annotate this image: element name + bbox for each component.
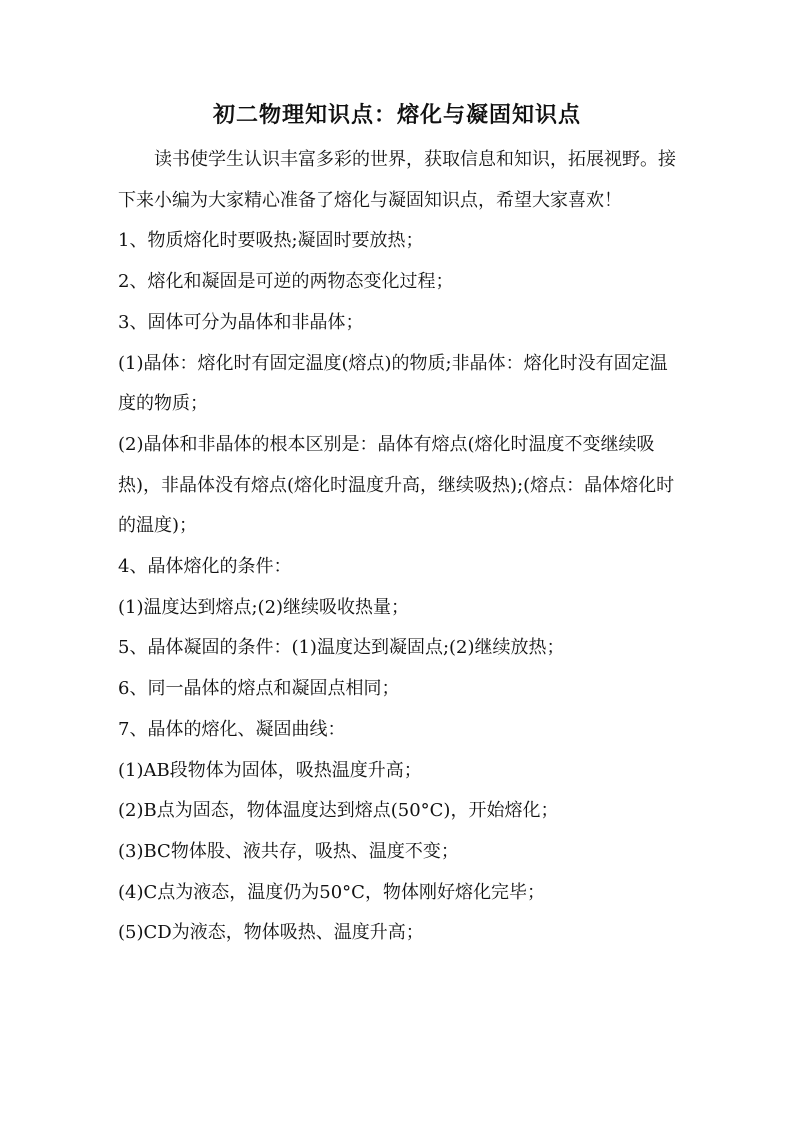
- list-item: 3、固体可分为晶体和非晶体；: [118, 311, 364, 333]
- list-item: (1)AB段物体为固体，吸热温度升高；: [118, 759, 422, 781]
- list-item: (5)CD为液态，物体吸热、温度升高；: [118, 922, 424, 944]
- list-item: 1、物质熔化时要吸热;凝固时要放热；: [118, 230, 424, 252]
- list-item: (1)温度达到熔点;(2)继续吸收热量；: [118, 596, 410, 618]
- list-item: 7、晶体的熔化、凝固曲线：: [118, 718, 346, 740]
- list-item: 4、晶体熔化的条件：: [118, 556, 292, 578]
- list-item: (3)BC物体股、液共存，吸热、温度不变；: [118, 840, 459, 862]
- list-item: (2)晶体和非晶体的根本区别是：晶体有熔点(熔化时温度不变继续吸热)，非晶体没有熔点(熔化时温度升高，继续吸热);(熔点：晶体熔化时的温度)；: [118, 433, 675, 537]
- intro-paragraph: 读书使学生认识丰富多彩的世界，获取信息和知识，拓展视野。接下来小编为大家精心准备了熔化与凝固知识点，希望大家喜欢！: [118, 149, 676, 211]
- list-item: (2)B点为固态，物体温度达到熔点(50°C)，开始熔化；: [118, 800, 559, 822]
- list-item: 5、晶体凝固的条件：(1)温度达到凝固点;(2)继续放热；: [118, 637, 565, 659]
- list-item: (4)C点为液态，温度仍为50°C，物体刚好熔化完毕；: [118, 881, 545, 903]
- list-item: 6、同一晶体的熔点和凝固点相同；: [118, 678, 400, 700]
- list-item: (1)晶体：熔化时有固定温度(熔点)的物质;非晶体：熔化时没有固定温度的物质；: [118, 352, 668, 415]
- document-title: 初二物理知识点：熔化与凝固知识点: [212, 103, 581, 128]
- document-body: [118, 140, 684, 954]
- list-item: 2、熔化和凝固是可逆的两物态变化过程；: [118, 271, 454, 293]
